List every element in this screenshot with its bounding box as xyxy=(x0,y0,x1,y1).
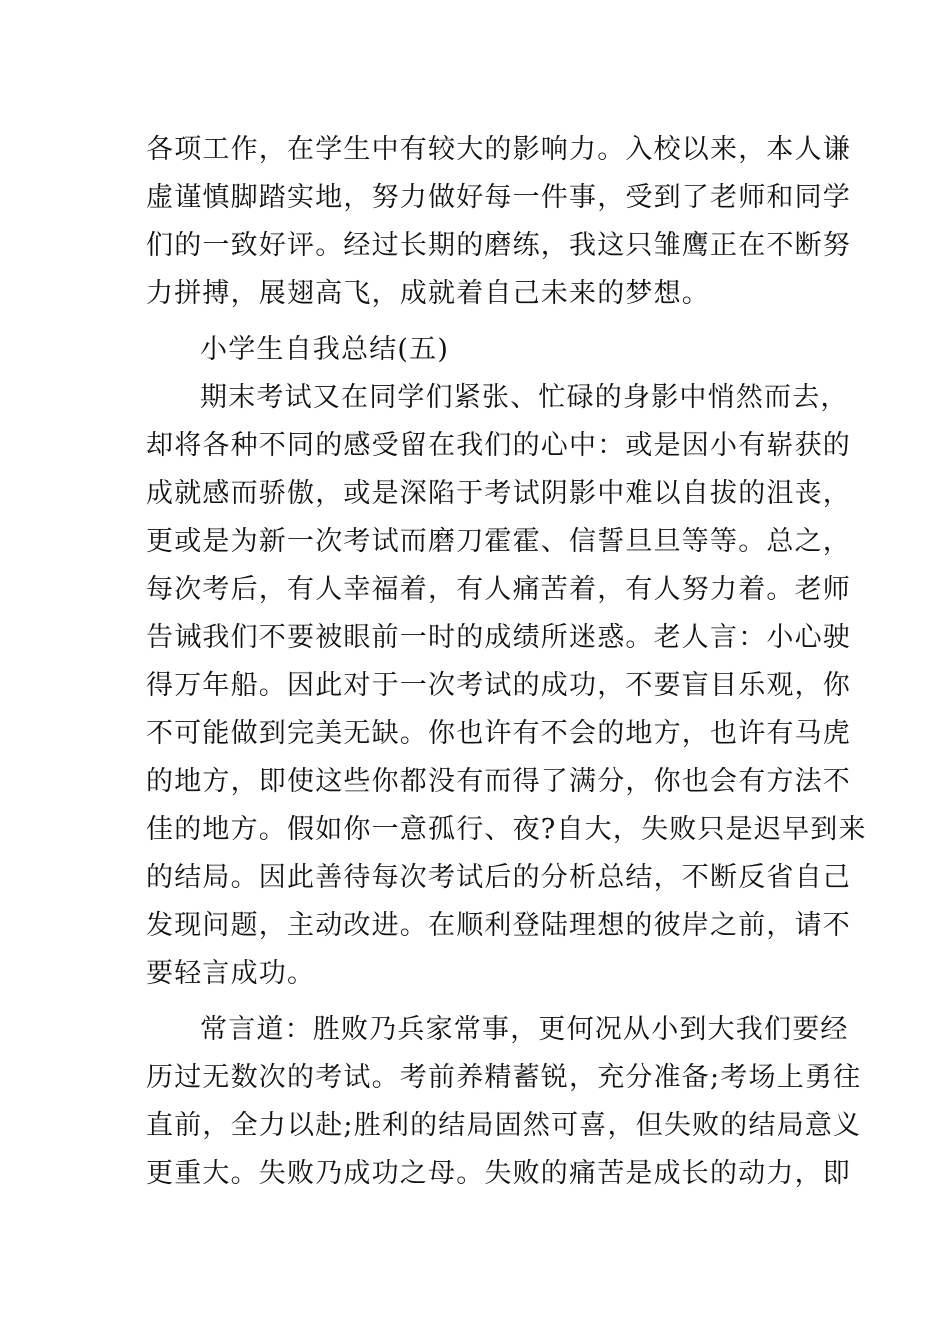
text-line-6: 期末考试又在同学们紧张、忙碌的身影中悄然而去， xyxy=(200,382,849,413)
text-line-19: 常言道：胜败乃兵家常事，更何况从小到大我们要经 xyxy=(200,1014,849,1045)
section-heading: 小学生自我总结(五) xyxy=(200,334,450,365)
text-line-14: 的地方，即使这些你都没有而得了满分，你也会有方法不 xyxy=(146,766,851,797)
text-line-3: 们的一致好评。经过长期的磨练，我这只雏鹰正在不断努 xyxy=(146,230,851,261)
text-line-4: 力拼搏，展翅高飞，成就着自己未来的梦想。 xyxy=(146,278,710,309)
text-line-10: 每次考后，有人幸福着，有人痛苦着，有人努力着。老师 xyxy=(146,574,851,605)
text-line-18: 要轻言成功。 xyxy=(146,958,316,989)
text-line-17: 发现问题，主动改进。在顺利登陆理想的彼岸之前，请不 xyxy=(146,910,851,941)
text-line-16: 的结局。因此善待每次考试后的分析总结，不断反省自己 xyxy=(146,862,851,893)
text-line-7: 却将各种不同的感受留在我们的心中：或是因小有崭获的 xyxy=(146,430,851,461)
text-line-22: 更重大。失败乃成功之母。失败的痛苦是成长的动力，即 xyxy=(146,1158,851,1189)
text-line-2: 虚谨慎脚踏实地，努力做好每一件事，受到了老师和同学 xyxy=(146,182,851,213)
text-line-8: 成就感而骄傲，或是深陷于考试阴影中难以自拔的沮丧， xyxy=(146,478,851,509)
text-line-1: 各项工作，在学生中有较大的影响力。入校以来，本人谦 xyxy=(146,134,851,165)
text-line-21: 直前，全力以赴;胜利的结局固然可喜，但失败的结局意义 xyxy=(146,1110,862,1141)
text-line-12: 得万年船。因此对于一次考试的成功，不要盲目乐观，你 xyxy=(146,670,851,701)
text-line-11: 告诫我们不要被眼前一时的成绩所迷惑。老人言：小心驶 xyxy=(146,622,851,653)
text-line-20: 历过无数次的考试。考前养精蓄锐，充分准备;考场上勇往 xyxy=(146,1062,862,1093)
text-line-9: 更或是为新一次考试而磨刀霍霍、信誓旦旦等等。总之， xyxy=(146,526,851,557)
text-line-15: 佳的地方。假如你一意孤行、夜?自大，失败只是迟早到来 xyxy=(146,814,867,845)
text-line-13: 不可能做到完美无缺。你也许有不会的地方，也许有马虎 xyxy=(146,718,851,749)
